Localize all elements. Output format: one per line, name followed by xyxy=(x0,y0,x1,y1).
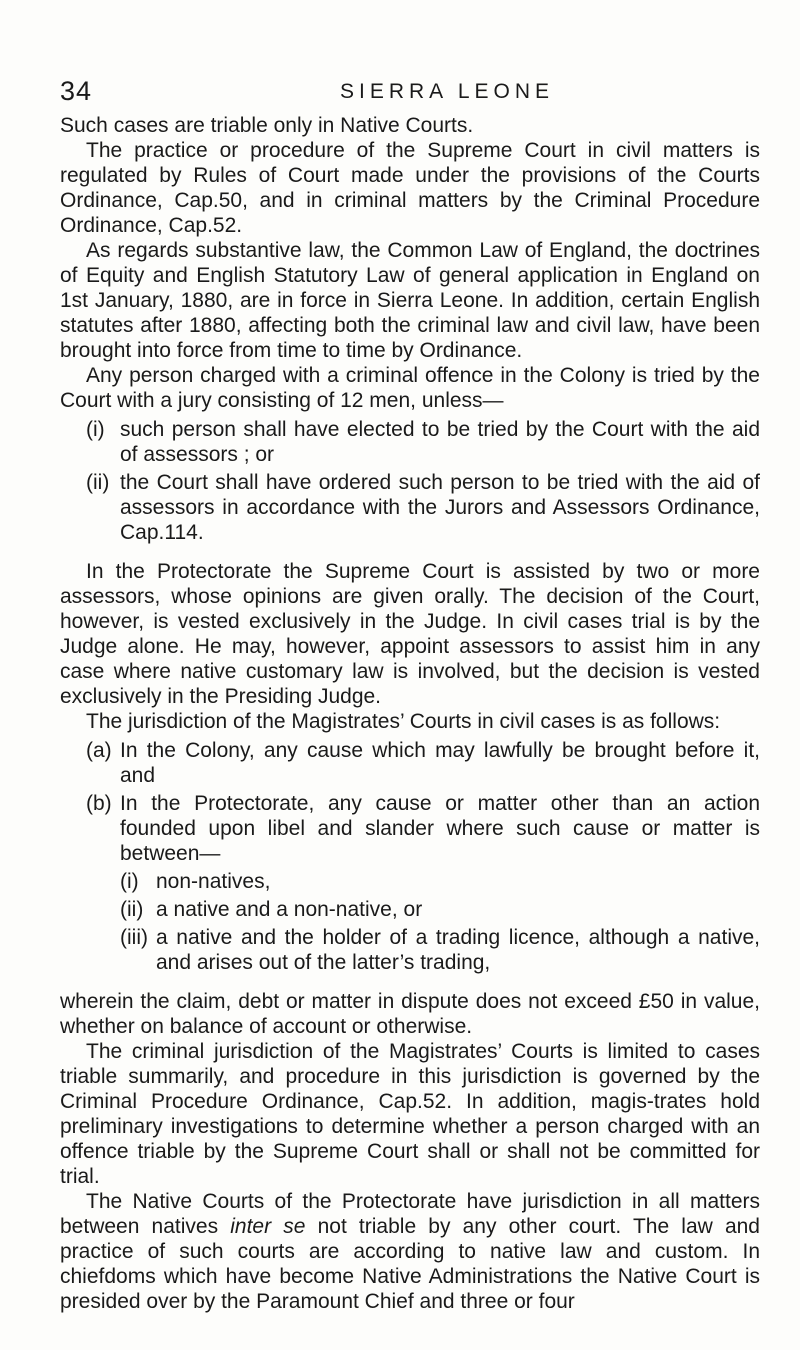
paragraph: The criminal jurisdiction of the Magistrates’ Courts is limited to cases triable summarily, and procedure in this jurisdiction is governed by the Criminal Procedure Ordinance, Cap.52. In addition, magis-trates hold preliminary investigations to determine whether a person charged with an offence triable by the Supreme Court shall or shall not be committed for trial. xyxy=(60,1040,760,1188)
list-item xyxy=(120,925,760,975)
body-text xyxy=(60,113,760,1314)
list-item-text: the Court shall have ordered such person to be tried with the aid of assessors in accordance with the Jurors and Assessors Ordinance, Cap.114. xyxy=(120,471,760,544)
list-item xyxy=(60,417,760,467)
list-item-text: In the Colony, any cause which may lawfully be brought before it, and xyxy=(120,739,760,787)
paragraph: wherein the claim, debt or matter in dispute does not exceed £50 in value, whether on balance of account or otherwise. xyxy=(60,990,760,1038)
paragraph-text: not triable by any other court. The law and practice of such courts are according to native law and custom. In chiefdoms which have become Native Administrations the Native Court is presided over by the Paramount Chief and three or four xyxy=(60,1215,760,1313)
list-item-text: a native and the holder of a trading licence, although a native, and arises out of the latter’s trading, xyxy=(156,926,760,974)
list-item-letter: (a) xyxy=(86,739,112,762)
paragraph: As regards substantive law, the Common Law of England, the doctrines of Equity and English Statutory Law of general application in England on 1st January, 1880, are in force in Sierra Leone. In addition, certain English statutes after 1880, affecting both the criminal law and civil law, have been brought into force from time to time by Ordinance. xyxy=(60,239,760,362)
paragraph xyxy=(60,1189,760,1314)
list-item-text: non-natives, xyxy=(156,870,271,893)
list-item-number: (iii) xyxy=(120,926,148,949)
paragraph-text: The Native Courts of the Protectorate have jurisdiction in all matters between natives xyxy=(60,1190,760,1238)
list-item xyxy=(120,869,760,894)
paragraph: The practice or procedure of the Supreme Court in civil matters is regulated by Rules of Court made under the provisions of the Courts Ordinance, Cap.50, and in criminal matters by the Criminal Procedure Ordinance, Cap.52. xyxy=(60,139,760,237)
latin-term: inter se xyxy=(230,1215,306,1238)
page-number: 34 xyxy=(60,76,93,106)
list-item-number: (ii) xyxy=(120,898,144,921)
paragraph: In the Protectorate the Supreme Court is assisted by two or more assessors, whose opinions are given orally. The decision of the Court, however, is vested exclusively in the Judge. In civil cases trial is by the Judge alone. He may, however, appoint assessors to assist him in any case where native customary law is involved, but the decision is vested exclusively in the Presiding Judge. xyxy=(60,560,760,708)
list-item-text: In the Protectorate, any cause or matter other than an action founded upon libel and slander where such cause or matter is between— xyxy=(120,792,760,865)
list-item xyxy=(120,897,760,922)
list-item xyxy=(60,470,760,545)
numbered-list xyxy=(60,417,760,545)
list-item-number: (i) xyxy=(86,418,105,441)
list-item-number: (i) xyxy=(120,870,139,893)
list-item xyxy=(60,738,760,788)
page-header xyxy=(60,76,760,110)
list-item xyxy=(60,791,760,866)
paragraph: Any person charged with a criminal offence in the Colony is tried by the Court with a jury consisting of 12 men, unless— xyxy=(60,364,760,412)
list-item-text: such person shall have elected to be tried by the Court with the aid of assessors ; or xyxy=(120,418,760,466)
lettered-list xyxy=(60,738,760,975)
paragraph: The jurisdiction of the Magistrates’ Courts in civil cases is as follows: xyxy=(86,710,721,733)
list-item-number: (ii) xyxy=(86,471,110,494)
list-item-text: a native and a non-native, or xyxy=(156,898,423,921)
paragraph: Such cases are triable only in Native Courts. xyxy=(60,114,474,137)
running-head: SIERRA LEONE xyxy=(340,80,555,103)
sub-list xyxy=(120,869,760,975)
list-item-letter: (b) xyxy=(86,792,112,815)
